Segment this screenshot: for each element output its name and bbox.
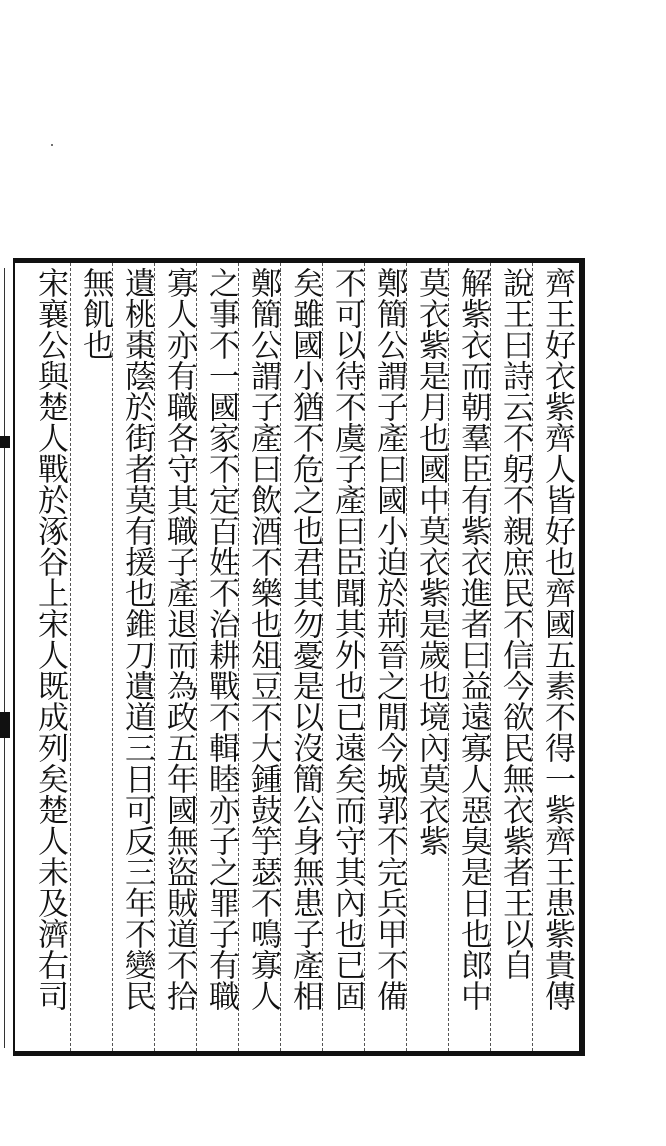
text-column-13: 宋襄公與楚人戰於涿谷上宋人既成列矣楚人未及濟右司 xyxy=(32,267,68,1011)
text-column-6: 不可以待不虞子產曰臣聞其外也已遠矣而守其內也已固 xyxy=(329,267,365,1011)
text-column-3: 解紫衣而朝羣臣有紫衣進者曰益遠寡人惡臭是日也郎中 xyxy=(455,267,491,1011)
gutter-mark-bottom xyxy=(0,712,10,738)
gutter-mark-top xyxy=(0,436,10,448)
gutter-line xyxy=(4,268,5,1048)
column-rule xyxy=(70,263,71,1051)
text-column-1: 齊王好衣紫齊人皆好也齊國五素不得一紫齊王患紫貴傳 xyxy=(539,267,575,1011)
text-column-5: 鄭簡公謂子產曰國小迫於荊晉之閒今城郭不完兵甲不備 xyxy=(371,267,407,1011)
text-column-7: 矣雖國小猶不危之也君其勿憂是以沒簡公身無患子產相 xyxy=(287,267,323,1011)
text-column-10: 寡人亦有職各守其職子產退而為政五年國無盜賊道不拾 xyxy=(161,267,197,1011)
text-column-11: 遺桃棗蔭於街者莫有援也錐刀遺道三日可反三年不變民 xyxy=(119,267,155,1011)
text-column-12: 無飢也 xyxy=(77,267,113,360)
text-columns xyxy=(15,263,579,1051)
ink-speck xyxy=(51,144,53,146)
text-frame xyxy=(13,258,585,1056)
text-column-8: 鄭簡公謂子產曰飲酒不樂也俎豆不大鍾鼓竽瑟不鳴寡人 xyxy=(245,267,281,1011)
text-column-9: 之事不一國家不定百姓不治耕戰不輯睦亦子之罪子有職 xyxy=(203,267,239,1011)
text-column-2: 說王曰詩云不躬不親庶民不信今欲民無衣紫者王以自 xyxy=(497,267,533,980)
text-column-4: 莫衣紫是月也國中莫衣紫是歲也境內莫衣紫 xyxy=(413,267,449,856)
